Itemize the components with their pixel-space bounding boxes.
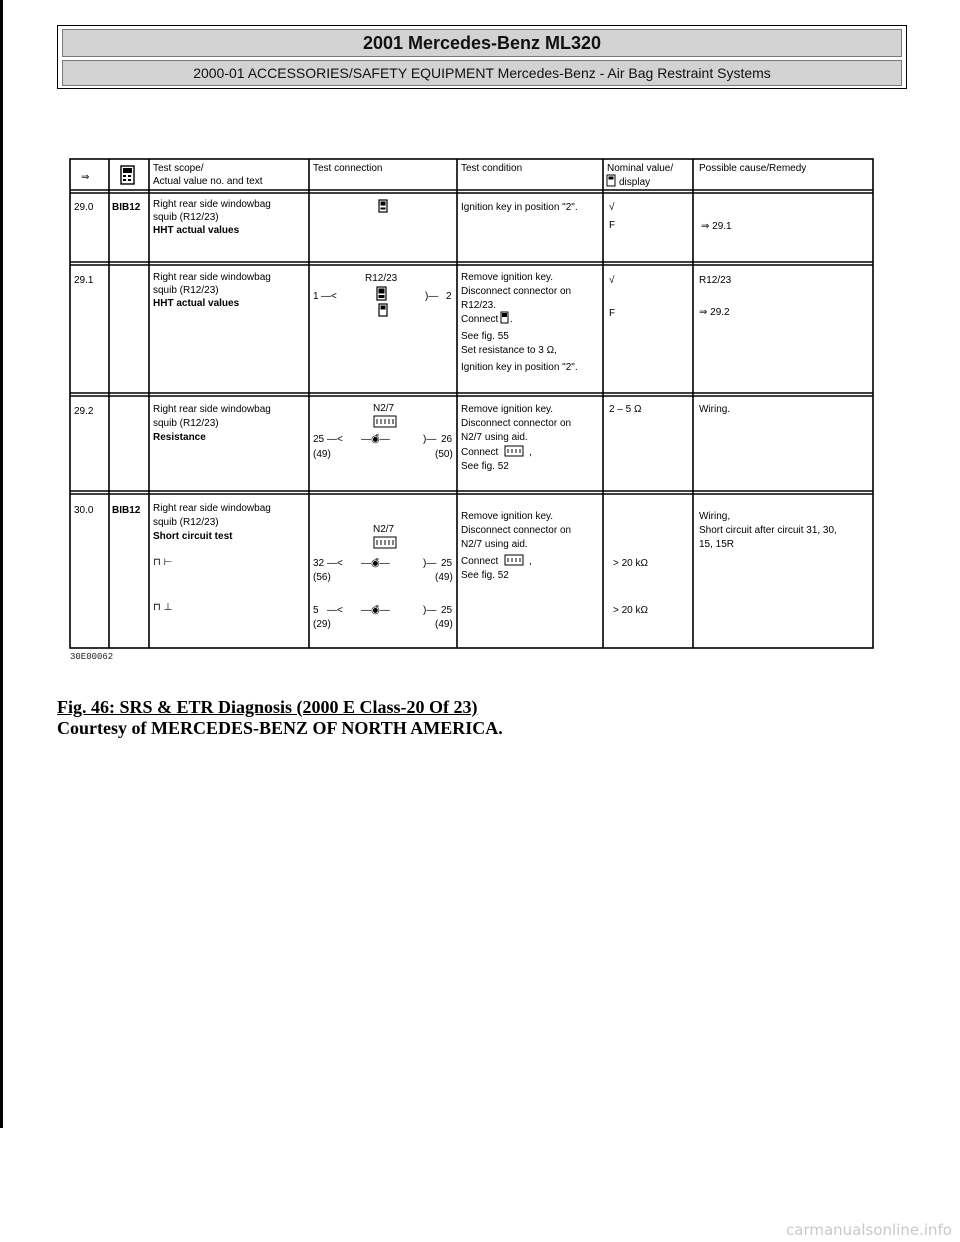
plug-left-icon: —< <box>327 558 343 569</box>
row-nominal-value: > 20 kΩ <box>613 558 648 569</box>
document-subtitle: 2000-01 ACCESSORIES/SAFETY EQUIPMENT Mercedes-Benz - Air Bag Restraint Systems <box>62 60 902 86</box>
figure-title-link[interactable]: Fig. 46: SRS & ETR Diagnosis (2000 E Class-20 Of 23) <box>57 697 478 717</box>
row-condition-line: Connect <box>461 447 499 458</box>
connector-socket-icon <box>374 537 396 548</box>
row-condition-line: R12/23. <box>461 300 497 311</box>
row-cause: 15, 15R <box>699 539 735 550</box>
row-cause: Wiring, <box>699 511 731 522</box>
row-code: BIB12 <box>112 505 141 516</box>
row-scope-line: Resistance <box>153 432 206 443</box>
row-scope-line: HHT actual values <box>153 225 240 236</box>
resistance-box-icon <box>377 287 386 300</box>
row-scope-line: squib (R12/23) <box>153 418 219 429</box>
row-condition-line: See fig. 52 <box>461 570 509 581</box>
connection-component: N2/7 <box>373 524 395 535</box>
row-step: 29.2 <box>74 406 94 417</box>
figure-caption <box>57 697 503 739</box>
row-condition-line: Ignition key in position "2". <box>461 362 578 373</box>
hht-device-icon <box>379 200 387 212</box>
row-condition-line: See fig. 55 <box>461 331 509 342</box>
header-test-condition: Test condition <box>461 163 523 174</box>
ohmmeter-icon: —◉̄— <box>361 558 390 569</box>
connection-left-sub: (29) <box>313 619 331 630</box>
row-scope-line: squib (R12/23) <box>153 212 219 223</box>
condition-comma: , <box>529 447 532 458</box>
row-condition-line: Disconnect connector on <box>461 525 572 536</box>
header-nominal-value: Nominal value/ <box>607 163 674 174</box>
plug-right-icon: )— <box>423 434 437 445</box>
connection-right-pin: 2 <box>446 291 452 302</box>
row-nominal-value: 2 – 5 Ω <box>609 404 642 415</box>
hht-device-icon <box>121 166 134 184</box>
connection-right-pin: 25 <box>441 558 453 569</box>
row-condition-line: Disconnect connector on <box>461 418 572 429</box>
ohmmeter-icon: —◉̄— <box>361 605 390 616</box>
row-cause: ⇒ 29.1 <box>701 221 732 232</box>
row-condition-line: N2/7 using aid. <box>461 432 528 443</box>
connection-left-pin: 5 <box>313 605 319 616</box>
header-possible-cause: Possible cause/Remedy <box>699 163 807 174</box>
row-scope-line: Short circuit test <box>153 531 233 542</box>
row-scope-line: Right rear side windowbag <box>153 199 271 210</box>
figure-courtesy: Courtesy of MERCEDES-BENZ OF NORTH AMERICA. <box>57 718 503 738</box>
row-condition-line: Connect <box>461 556 499 567</box>
row-nominal-ok: √ <box>609 275 615 286</box>
row-scope-line: Right rear side windowbag <box>153 272 271 283</box>
ohmmeter-icon: —◉̄— <box>361 434 390 445</box>
document-title: 2001 Mercedes-Benz ML320 <box>62 29 902 57</box>
plug-left-icon: —< <box>327 605 343 616</box>
condition-comma: . <box>510 314 513 325</box>
connection-component: N2/7 <box>373 403 395 414</box>
header-display: display <box>619 177 651 188</box>
connector-socket-icon <box>505 446 523 456</box>
header-test-scope: Test scope/ <box>153 163 204 174</box>
row-cause: ⇒ 29.2 <box>699 307 730 318</box>
plug-left-icon: —< <box>321 291 337 302</box>
connection-left-pin: 1 <box>313 291 319 302</box>
connection-right-sub: (49) <box>435 619 453 630</box>
row-nominal-value: > 20 kΩ <box>613 605 648 616</box>
row-condition-line: Remove ignition key. <box>461 404 554 415</box>
plug-right-icon: )— <box>423 605 437 616</box>
row-cause: Wiring. <box>699 404 731 415</box>
row-condition-line: Connect <box>461 314 499 325</box>
row-nominal-f: F <box>609 220 616 231</box>
subtest-label: ⊓ ⊢ <box>153 557 173 568</box>
row-scope-line: squib (R12/23) <box>153 285 219 296</box>
page-left-border <box>0 0 3 1128</box>
row-condition-line: Set resistance to 3 Ω, <box>461 345 557 356</box>
resistance-box-icon <box>501 312 508 323</box>
row-scope-line: Right rear side windowbag <box>153 503 271 514</box>
row-condition-line: N2/7 using aid. <box>461 539 528 550</box>
connection-right-pin: 25 <box>441 605 453 616</box>
document-header <box>57 25 907 89</box>
connection-left-sub: (49) <box>313 449 331 460</box>
row-condition-line: Disconnect connector on <box>461 286 572 297</box>
row-scope-line: HHT actual values <box>153 298 240 309</box>
condition-comma: , <box>529 556 532 567</box>
connection-right-pin: 26 <box>441 434 453 445</box>
header-arrow-icon: ⇒ <box>81 172 90 183</box>
connection-right-sub: (49) <box>435 572 453 583</box>
row-condition-line: Ignition key in position "2". <box>461 202 578 213</box>
connection-left-pin: 32 <box>313 558 325 569</box>
row-condition-line: Remove ignition key. <box>461 511 554 522</box>
row-step: 29.1 <box>74 275 94 286</box>
row-condition-line: See fig. 52 <box>461 461 509 472</box>
plug-right-icon: )— <box>425 291 439 302</box>
row-scope-line: Right rear side windowbag <box>153 404 271 415</box>
row-nominal-f: F <box>609 308 616 319</box>
diagnosis-table-figure <box>69 158 875 650</box>
row-cause: R12/23 <box>699 275 732 286</box>
connection-right-sub: (50) <box>435 449 453 460</box>
plug-right-icon: )— <box>423 558 437 569</box>
row-code: BIB12 <box>112 202 141 213</box>
row-nominal-ok: √ <box>609 202 615 213</box>
connection-left-pin: 25 <box>313 434 325 445</box>
row-scope-line: squib (R12/23) <box>153 517 219 528</box>
hht-device-icon <box>379 304 387 316</box>
row-condition-line: Remove ignition key. <box>461 272 554 283</box>
header-display-hht-icon <box>607 175 615 186</box>
diagnosis-table <box>69 158 875 650</box>
row-step: 30.0 <box>74 505 94 516</box>
connector-socket-icon <box>374 416 396 427</box>
connection-left-sub: (56) <box>313 572 331 583</box>
header-test-connection: Test connection <box>313 163 383 174</box>
figure-code: 30E00062 <box>70 652 114 662</box>
row-cause: Short circuit after circuit 31, 30, <box>699 525 837 536</box>
header-actual-value: Actual value no. and text <box>153 176 263 187</box>
connector-socket-icon <box>505 555 523 565</box>
row-step: 29.0 <box>74 202 94 213</box>
connection-component: R12/23 <box>365 273 398 284</box>
plug-left-icon: —< <box>327 434 343 445</box>
subtest-label: ⊓ ⊥ <box>153 602 173 613</box>
site-watermark: carmanualsonline.info <box>786 1221 952 1239</box>
